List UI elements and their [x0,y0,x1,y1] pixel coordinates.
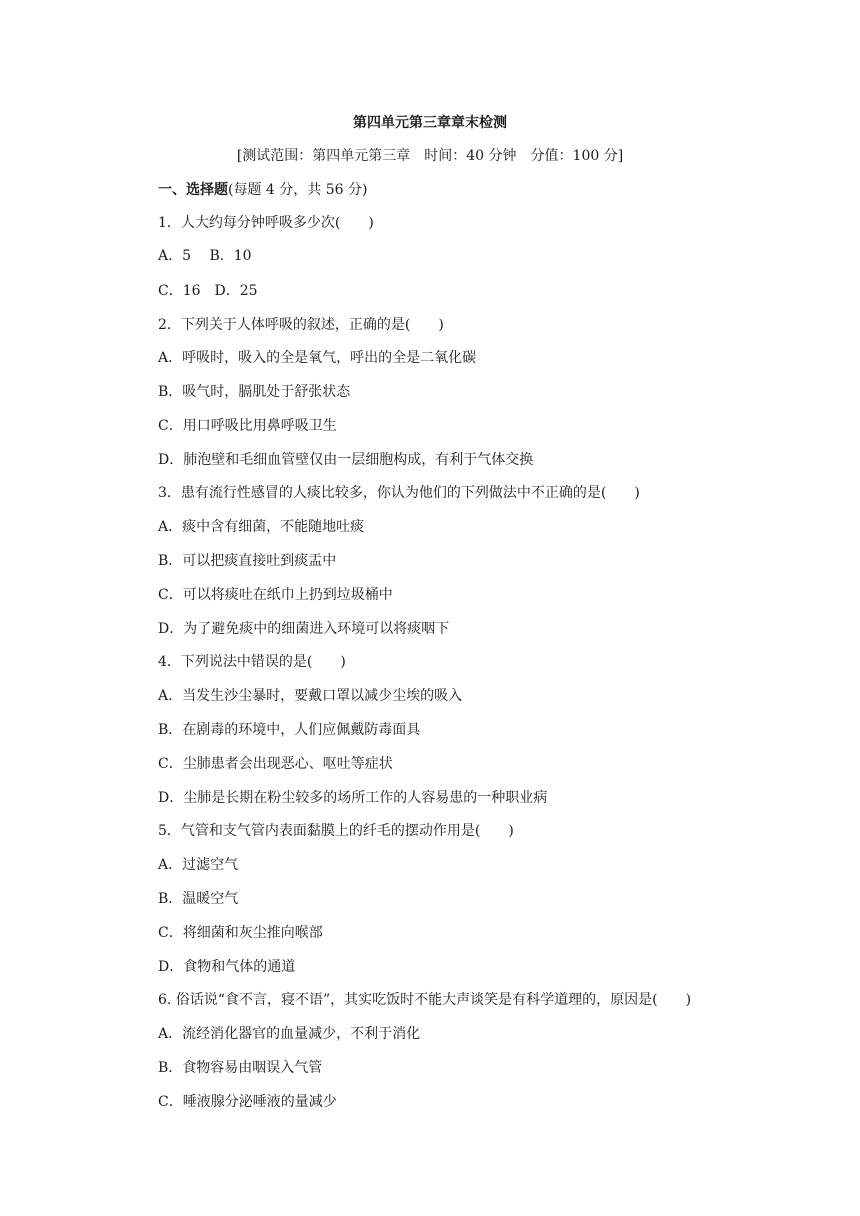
answer-option: B．在剧毒的环境中，人们应佩戴防毒面具 [158,722,421,738]
answer-option: A．5 B．10 [158,248,252,264]
answer-option: A．呼吸时，吸入的全是氧气，呼出的全是二氧化碳 [158,350,477,366]
answer-option: B．食物容易由咽误入气管 [158,1060,323,1076]
answer-option: C．可以将痰吐在纸巾上扔到垃圾桶中 [158,587,393,603]
question-stem: 1．人大约每分钟呼吸多少次( ) [158,215,374,231]
question-stem: 6. 俗话说“食不言，寝不语”，其实吃饭时不能大声谈笑是有科学道理的，原因是( ) [158,992,692,1008]
answer-option: C．唾液腺分泌唾液的量减少 [158,1094,337,1110]
answer-option: C．用口呼吸比用鼻呼吸卫生 [158,418,337,434]
question-stem: 5．气管和支气管内表面黏膜上的纤毛的摆动作用是( ) [158,823,514,839]
answer-option: C．16 D．25 [158,283,258,299]
section-heading-label: 一、选择题 [158,182,228,198]
answer-option: D．为了避免痰中的细菌进入环境可以将痰咽下 [158,621,450,637]
answer-option: A．流经消化器官的血量减少，不利于消化 [158,1026,421,1042]
document-title: 第四单元第三章章末检测 [353,115,507,131]
question-stem: 3．患有流行性感冒的人痰比较多，你认为他们的下列做法中不正确的是( ) [158,485,640,501]
document-subtitle: [测试范围：第四单元第三章 时间：40 分钟 分值：100 分] [236,148,624,164]
question-stem: 4．下列说法中错误的是( ) [158,654,346,670]
answer-option: B．温暖空气 [158,891,239,907]
answer-option: B．可以把痰直接吐到痰盂中 [158,553,337,569]
answer-option: A．过滤空气 [158,857,239,873]
answer-option: C．将细菌和灰尘推向喉部 [158,925,323,941]
answer-option: A．当发生沙尘暴时，要戴口罩以减少尘埃的吸入 [158,688,463,704]
section-heading-note: (每题 4 分，共 56 分) [228,182,368,198]
answer-option: D．尘肺是长期在粉尘较多的场所工作的人容易患的一种职业病 [158,790,548,806]
answer-option: D．食物和气体的通道 [158,959,296,975]
answer-option: B．吸气时，膈肌处于舒张状态 [158,384,351,400]
question-stem: 2．下列关于人体呼吸的叙述，正确的是( ) [158,317,444,333]
section-heading [158,180,367,200]
answer-option: C．尘肺患者会出现恶心、呕吐等症状 [158,756,393,772]
answer-option: A．痰中含有细菌，不能随地吐痰 [158,519,365,535]
answer-option: D．肺泡壁和毛细血管壁仅由一层细胞构成，有利于气体交换 [158,452,534,468]
